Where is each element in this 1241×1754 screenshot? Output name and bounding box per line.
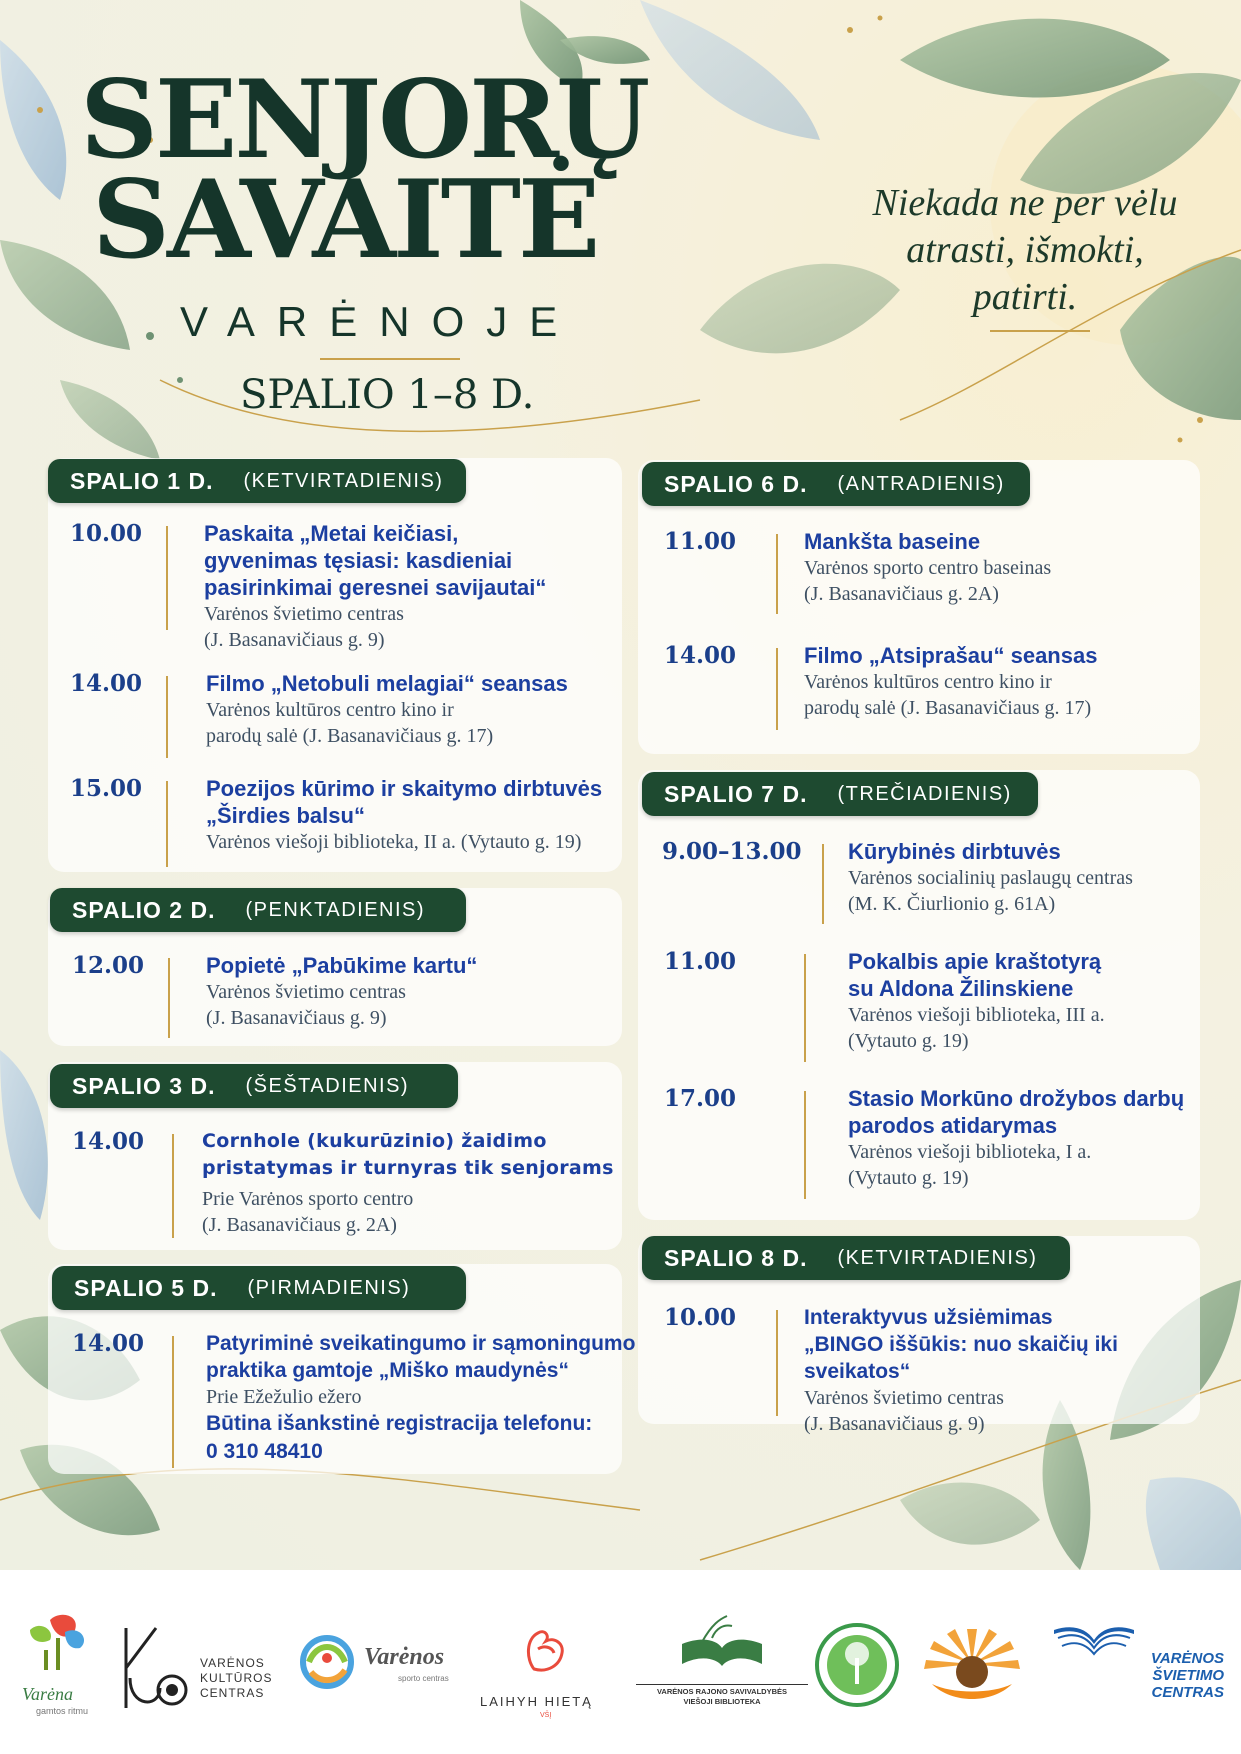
event-time: 14.00 — [664, 642, 737, 669]
event-place-line: parodų salė (J. Basanavičiaus g. 17) — [804, 697, 1092, 719]
event-title-line: gyvenimas tęsiasi: kasdieniai — [204, 548, 513, 573]
day-header — [50, 888, 466, 932]
motto — [860, 180, 1190, 321]
registration-phone: 0 310 48410 — [206, 1440, 323, 1463]
event-title-line: Stasio Morkūno drožybos darbų — [848, 1086, 1185, 1111]
sports-centre-sub: sporto centras — [398, 1674, 449, 1683]
day-weekday: (ŠEŠTADIENIS) — [245, 1074, 410, 1097]
day-header — [50, 1064, 458, 1108]
event-place-line: (J. Basanavičiaus g. 2A) — [202, 1214, 397, 1236]
event-time: 11.00 — [664, 948, 737, 975]
motto-line: Niekada ne per vėlu — [872, 182, 1178, 224]
title-line-1: SENJORŲ — [80, 57, 648, 183]
event-place-line: Varėnos viešoji biblioteka, II a. (Vytauto g. 19) — [206, 831, 582, 853]
sponsor-logos — [0, 1570, 1241, 1754]
library-line: VARĖNOS RAJONO SAVIVALDYBĖS — [636, 1684, 808, 1697]
strong-arm-name: LAIHYH HIETĄ — [480, 1694, 593, 1709]
event-time: 17.00 — [664, 1085, 737, 1112]
education-centre-line: CENTRAS — [1151, 1684, 1224, 1701]
event-divider — [822, 844, 824, 924]
day-weekday: (KETVIRTADIENIS) — [837, 1246, 1038, 1269]
event-body — [206, 670, 626, 749]
culture-centre-line: VARĖNOS — [200, 1656, 265, 1670]
event-place-line: Varėnos švietimo centras — [204, 603, 404, 625]
event-subtitle: VARĖNOJE — [180, 298, 580, 345]
event-title-line: Pokalbis apie kraštotyrą — [848, 949, 1102, 974]
motto-divider — [990, 330, 1090, 332]
varena-town-name: Varėna — [22, 1684, 73, 1704]
day-weekday: (KETVIRTADIENIS) — [243, 469, 444, 492]
event-place-line: (J. Basanavičiaus g. 9) — [804, 1413, 985, 1435]
event-body — [804, 528, 1204, 607]
event-time: 14.00 — [72, 1330, 145, 1357]
event-body — [206, 1330, 646, 1466]
sun-logo — [922, 1624, 1022, 1704]
event-place-line: (Vytauto g. 19) — [848, 1030, 969, 1052]
event-title-line: Filmo „Atsiprašau“ seansas — [804, 643, 1098, 668]
day-date: SPALIO 7 D. — [664, 780, 808, 807]
event-place-line: Varėnos švietimo centras — [804, 1387, 1004, 1409]
day-header — [52, 1266, 466, 1310]
day-date: SPALIO 5 D. — [74, 1274, 218, 1301]
event-title-line: pristatymas ir turnyras tik senjorams — [202, 1157, 614, 1179]
day-header — [642, 772, 1038, 816]
motto-line: patirti. — [972, 276, 1078, 318]
day-weekday: (TREČIADIENIS) — [837, 782, 1012, 805]
event-title-line: Cornhole (kukurūzinio) žaidimo — [202, 1130, 547, 1152]
event-title-line: Filmo „Netobuli melagiai“ seansas — [206, 671, 568, 696]
event-place-line: Varėnos socialinių paslaugų centras — [848, 867, 1133, 889]
event-divider — [166, 526, 168, 630]
event-place-line: (J. Basanavičiaus g. 2A) — [804, 583, 999, 605]
day-date: SPALIO 2 D. — [72, 896, 216, 923]
event-body — [848, 948, 1208, 1054]
event-place-line: Varėnos sporto centro baseinas — [804, 557, 1052, 579]
day-weekday: (ANTRADIENIS) — [837, 472, 1005, 495]
event-title-line: „Širdies balsu“ — [206, 803, 365, 828]
culture-centre-line: KULTŪROS — [200, 1671, 273, 1685]
sports-centre-name: Varėnos — [364, 1644, 445, 1670]
day-date: SPALIO 3 D. — [72, 1072, 216, 1099]
motto-line: atrasti, išmokti, — [906, 229, 1144, 271]
event-place-line: Varėnos viešoji biblioteka, I a. — [848, 1141, 1092, 1163]
event-body — [202, 1128, 642, 1238]
event-body — [804, 1304, 1204, 1437]
event-title-line: Poezijos kūrimo ir skaitymo dirbtuvės — [206, 776, 603, 801]
day-date: SPALIO 8 D. — [664, 1244, 808, 1271]
day-weekday: (PIRMADIENIS) — [247, 1276, 411, 1299]
event-body — [204, 520, 624, 653]
event-body — [206, 775, 636, 855]
event-place-line: parodų salė (J. Basanavičiaus g. 17) — [206, 725, 494, 747]
event-title-line: Paskaita „Metai keičiasi, — [204, 521, 459, 546]
event-title-line: Kūrybinės dirbtuvės — [848, 839, 1061, 864]
library-name — [636, 1684, 808, 1707]
day-date: SPALIO 6 D. — [664, 470, 808, 497]
event-divider — [168, 958, 170, 1038]
library-book-logo — [672, 1614, 772, 1678]
event-time: 15.00 — [70, 775, 143, 802]
event-dates: SPALIO 1–8 D. — [240, 372, 535, 418]
culture-centre-line: CENTRAS — [200, 1686, 265, 1700]
event-place-line: (J. Basanavičiaus g. 9) — [206, 1007, 387, 1029]
event-place-line: Prie Ežežulio ežero — [206, 1386, 362, 1408]
sports-centre-logo — [296, 1632, 358, 1692]
strong-arm-logo — [516, 1618, 576, 1680]
event-place-line: Varėnos kultūros centro kino ir — [206, 699, 454, 721]
event-divider — [776, 534, 778, 614]
registration-note: Būtina išankstinė registracija telefonu: — [206, 1412, 593, 1435]
green-seal-logo — [814, 1622, 900, 1708]
event-divider — [166, 676, 168, 758]
event-place-line: (M. K. Čiurlionio g. 61A) — [848, 893, 1056, 915]
event-divider — [172, 1336, 174, 1468]
event-title-line: Popietė „Pabūkime kartu“ — [206, 953, 478, 978]
event-place-line: (Vytauto g. 19) — [848, 1167, 969, 1189]
event-place-line: Varėnos viešoji biblioteka, III a. — [848, 1004, 1105, 1026]
event-body — [206, 952, 626, 1031]
event-title-line: Patyriminė sveikatingumo ir sąmoningumo — [206, 1332, 636, 1355]
day-header — [642, 1236, 1070, 1280]
event-body — [804, 642, 1204, 721]
day-header — [642, 462, 1030, 506]
event-time: 10.00 — [664, 1304, 737, 1331]
event-divider — [166, 781, 168, 867]
event-time: 9.00–13.00 — [662, 838, 802, 865]
strong-arm-sub: VŠĮ — [540, 1712, 552, 1719]
varena-town-slogan: gamtos ritmu — [36, 1706, 89, 1716]
event-title-line: Interaktyvus užsiėmimas — [804, 1306, 1053, 1329]
day-weekday: (PENKTADIENIS) — [245, 898, 426, 921]
event-divider — [776, 648, 778, 730]
event-title-line: su Aldona Žilinskiene — [848, 976, 1074, 1001]
event-place-line: Varėnos kultūros centro kino ir — [804, 671, 1052, 693]
library-line: VIEŠOJI BIBLIOTEKA — [683, 1697, 761, 1706]
education-centre-line: ŠVIETIMO — [1152, 1667, 1224, 1684]
event-title-line: Mankšta baseine — [804, 529, 981, 554]
event-time: 12.00 — [72, 952, 145, 979]
title-line-2: SAVAITĖ — [92, 157, 598, 283]
event-time: 14.00 — [70, 670, 143, 697]
event-title-line: parodos atidarymas — [848, 1113, 1058, 1138]
culture-centre-name — [200, 1656, 272, 1701]
event-title-line: „BINGO iššūkis: nuo skaičių iki sveikatos“ — [804, 1333, 1118, 1383]
event-divider — [804, 1091, 806, 1199]
education-centre-name — [1094, 1650, 1224, 1701]
event-title-line: pasirinkimai geresnei savijautai“ — [204, 575, 547, 600]
event-divider — [804, 954, 806, 1062]
event-body — [848, 1085, 1208, 1191]
event-place-line: Varėnos švietimo centras — [206, 981, 406, 1003]
event-time: 10.00 — [70, 520, 143, 547]
event-divider — [172, 1134, 174, 1238]
event-time: 11.00 — [664, 528, 737, 555]
event-body — [848, 838, 1208, 917]
event-title-line: praktika gamtoje „Miško maudynės“ — [206, 1359, 569, 1382]
event-divider — [776, 1310, 778, 1416]
education-centre-line: VARĖNOS — [1150, 1650, 1224, 1667]
day-header — [48, 459, 466, 503]
culture-centre-logo — [116, 1618, 196, 1718]
event-place-line: Prie Varėnos sporto centro — [202, 1188, 414, 1210]
event-time: 14.00 — [72, 1128, 145, 1155]
title-divider — [320, 358, 460, 360]
day-date: SPALIO 1 D. — [70, 467, 214, 494]
event-title — [80, 57, 700, 283]
event-place-line: (J. Basanavičiaus g. 9) — [204, 629, 385, 651]
